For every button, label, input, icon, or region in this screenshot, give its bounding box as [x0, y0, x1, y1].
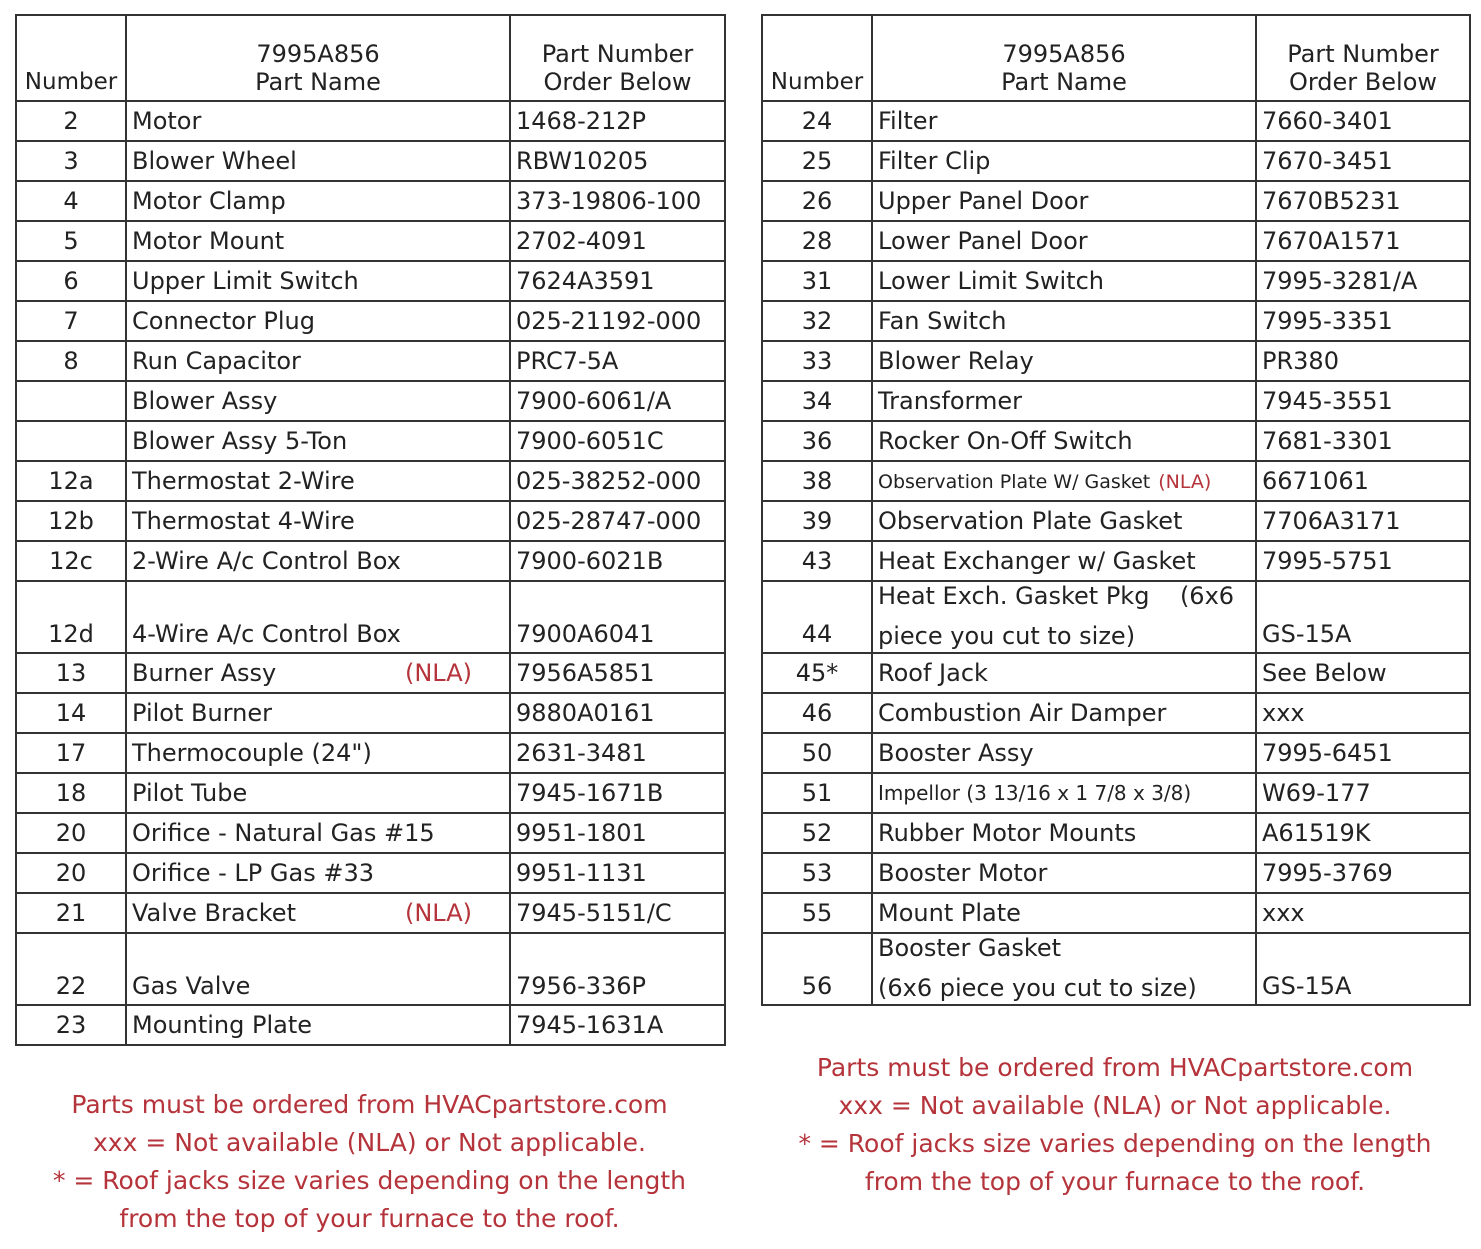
row-part-number: 1468-212P: [510, 101, 725, 141]
left-parts-table: [15, 14, 726, 1046]
row-part-name: Heat Exchanger w/ Gasket: [872, 541, 1256, 581]
row-part-name: Blower Wheel: [126, 141, 510, 181]
table-row: [762, 893, 1470, 933]
row-number: 44: [762, 581, 872, 653]
row-part-name: Fan Switch: [872, 301, 1256, 341]
table-row: [762, 813, 1470, 853]
row-number: 14: [16, 693, 126, 733]
header-part-number-label: Part Number: [541, 40, 694, 68]
row-part-name: [872, 581, 1256, 653]
header-part-name-label: Part Name: [1001, 68, 1127, 96]
row-part-number: PRC7-5A: [510, 341, 725, 381]
row-part-name-line1: Heat Exch. Gasket Pkg (6x6: [878, 582, 1235, 610]
row-part-number: 7945-1631A: [510, 1005, 725, 1045]
row-number: 12a: [16, 461, 126, 501]
row-part-number: 373-19806-100: [510, 181, 725, 221]
row-part-number: PR380: [1256, 341, 1470, 381]
row-number: 2: [16, 101, 126, 141]
note-xxx-definition: xxx = Not available (NLA) or Not applicable.: [93, 1128, 646, 1157]
table-row: [16, 733, 725, 773]
row-part-name: [872, 933, 1256, 1005]
row-part-name: 2-Wire A/c Control Box: [126, 541, 510, 581]
row-part-name: Lower Panel Door: [872, 221, 1256, 261]
row-part-number: 7624A3591: [510, 261, 725, 301]
row-number: 12b: [16, 501, 126, 541]
row-part-number: 025-21192-000: [510, 301, 725, 341]
row-part-name: Pilot Tube: [126, 773, 510, 813]
row-part-name: Upper Panel Door: [872, 181, 1256, 221]
row-part-number: 7995-3351: [1256, 301, 1470, 341]
row-part-name: Booster Motor: [872, 853, 1256, 893]
table-row: [16, 581, 725, 653]
row-number: 39: [762, 501, 872, 541]
row-part-number: 2702-4091: [510, 221, 725, 261]
row-part-number: 7995-3281/A: [1256, 261, 1470, 301]
row-part-number: A61519K: [1256, 813, 1470, 853]
header-part-number: [510, 15, 725, 101]
row-part-name: Mounting Plate: [126, 1005, 510, 1045]
table-row: [16, 421, 725, 461]
row-number: 52: [762, 813, 872, 853]
row-part-name-line2: piece you cut to size): [878, 622, 1136, 650]
row-number: 46: [762, 693, 872, 733]
table-row: [762, 501, 1470, 541]
row-part-name: Connector Plug: [126, 301, 510, 341]
table-header-row: [16, 15, 725, 101]
right-parts-table: [761, 14, 1471, 1006]
row-number: 55: [762, 893, 872, 933]
row-number: 8: [16, 341, 126, 381]
header-part-name: [872, 15, 1256, 101]
row-number: 23: [16, 1005, 126, 1045]
note-roof-jack-line2: from the top of your furnace to the roof.: [864, 1167, 1366, 1196]
row-number: 4: [16, 181, 126, 221]
row-number: 12d: [16, 581, 126, 653]
header-model: 7995A856: [256, 40, 380, 68]
note-roof-jack-line1: * = Roof jacks size varies depending on the length: [798, 1129, 1432, 1158]
row-part-number: 7670B5231: [1256, 181, 1470, 221]
row-number: 20: [16, 813, 126, 853]
note-order-source: Parts must be ordered from HVACpartstore.com: [71, 1090, 668, 1119]
row-part-name: Mount Plate: [872, 893, 1256, 933]
row-part-number: 6671061: [1256, 461, 1470, 501]
header-number: Number: [16, 15, 126, 101]
row-part-number: 7995-5751: [1256, 541, 1470, 581]
nla-flag: (NLA): [404, 899, 472, 927]
row-number: 28: [762, 221, 872, 261]
row-part-number: W69-177: [1256, 773, 1470, 813]
table-row: [762, 461, 1470, 501]
row-number: 51: [762, 773, 872, 813]
row-part-name: Motor Clamp: [126, 181, 510, 221]
row-part-number: 7706A3171: [1256, 501, 1470, 541]
row-number: [16, 421, 126, 461]
row-part-number: GS-15A: [1256, 581, 1470, 653]
row-number: 45*: [762, 653, 872, 693]
row-part-name: Upper Limit Switch: [126, 261, 510, 301]
row-number: 3: [16, 141, 126, 181]
row-part-name: Booster Assy: [872, 733, 1256, 773]
row-part-name: [126, 653, 510, 693]
table-row: [762, 181, 1470, 221]
table-row: [16, 773, 725, 813]
row-part-name: Blower Assy: [126, 381, 510, 421]
row-number: 18: [16, 773, 126, 813]
note-xxx-definition: xxx = Not available (NLA) or Not applicable.: [838, 1091, 1392, 1120]
row-part-number: 7900-6051C: [510, 421, 725, 461]
row-part-number: 7945-1671B: [510, 773, 725, 813]
table-header-row: [762, 15, 1470, 101]
table-row: [16, 893, 725, 933]
table-row: [16, 301, 725, 341]
row-part-number: 7670A1571: [1256, 221, 1470, 261]
table-row: [16, 261, 725, 301]
row-part-number: GS-15A: [1256, 933, 1470, 1005]
table-row: [762, 693, 1470, 733]
row-part-number: 7956A5851: [510, 653, 725, 693]
table-row: [16, 853, 725, 893]
row-number: 32: [762, 301, 872, 341]
row-part-number: 025-28747-000: [510, 501, 725, 541]
row-part-number: 025-38252-000: [510, 461, 725, 501]
row-part-name: Blower Relay: [872, 341, 1256, 381]
left-notes: [15, 1086, 724, 1238]
table-row: [16, 221, 725, 261]
table-row: [16, 461, 725, 501]
row-part-number: 7900-6021B: [510, 541, 725, 581]
row-part-name: Lower Limit Switch: [872, 261, 1256, 301]
row-part-name: Roof Jack: [872, 653, 1256, 693]
row-number: 24: [762, 101, 872, 141]
table-row: [762, 301, 1470, 341]
row-part-name: Observation Plate Gasket: [872, 501, 1256, 541]
row-part-name: Blower Assy 5-Ton: [126, 421, 510, 461]
row-part-name: Orifice - Natural Gas #15: [126, 813, 510, 853]
header-model: 7995A856: [1002, 40, 1126, 68]
row-number: 13: [16, 653, 126, 693]
row-part-name-text: Observation Plate W/ Gasket: [878, 471, 1151, 493]
row-part-name: 4-Wire A/c Control Box: [126, 581, 510, 653]
table-row: [16, 933, 725, 1005]
row-part-number: 7995-6451: [1256, 733, 1470, 773]
row-part-name: Transformer: [872, 381, 1256, 421]
table-row: [16, 141, 725, 181]
row-part-number: 7956-336P: [510, 933, 725, 1005]
row-number: 31: [762, 261, 872, 301]
row-number: 38: [762, 461, 872, 501]
header-part-number-label: Part Number: [1287, 40, 1439, 68]
header-order-below: Order Below: [1288, 68, 1438, 96]
header-part-number: [1256, 15, 1470, 101]
row-part-name: Run Capacitor: [126, 341, 510, 381]
row-number: 12c: [16, 541, 126, 581]
table-row: [762, 541, 1470, 581]
row-part-number: xxx: [1256, 893, 1470, 933]
row-number: 43: [762, 541, 872, 581]
row-number: [16, 381, 126, 421]
table-row: [762, 141, 1470, 181]
table-row: [762, 261, 1470, 301]
table-row: [16, 501, 725, 541]
row-part-name: Combustion Air Damper: [872, 693, 1256, 733]
row-number: 56: [762, 933, 872, 1005]
row-part-number: RBW10205: [510, 141, 725, 181]
row-part-number: 9951-1131: [510, 853, 725, 893]
row-part-number: xxx: [1256, 693, 1470, 733]
row-part-number: See Below: [1256, 653, 1470, 693]
table-row: [762, 381, 1470, 421]
table-row: [16, 341, 725, 381]
table-row: [16, 101, 725, 141]
row-number: 53: [762, 853, 872, 893]
table-row: [762, 101, 1470, 141]
nla-flag: (NLA): [1158, 471, 1212, 493]
row-part-name: Impellor (3 13/16 x 1 7/8 x 3/8): [872, 773, 1256, 813]
table-row: [762, 853, 1470, 893]
row-number: 17: [16, 733, 126, 773]
row-part-number: 7945-3551: [1256, 381, 1470, 421]
table-row: [762, 341, 1470, 381]
row-number: 26: [762, 181, 872, 221]
row-part-name: Thermostat 4-Wire: [126, 501, 510, 541]
row-number: 36: [762, 421, 872, 461]
row-part-name-line2: (6x6 piece you cut to size): [878, 974, 1197, 1002]
table-row: [762, 581, 1470, 653]
row-part-number: 7660-3401: [1256, 101, 1470, 141]
row-number: 6: [16, 261, 126, 301]
table-row: [762, 221, 1470, 261]
row-part-number: 7995-3769: [1256, 853, 1470, 893]
table-row: [762, 421, 1470, 461]
row-part-number: 7945-5151/C: [510, 893, 725, 933]
table-row: [16, 181, 725, 221]
row-part-name: [126, 893, 510, 933]
table-row: [762, 773, 1470, 813]
row-part-name-text: Valve Bracket: [132, 899, 296, 927]
row-part-number: 9880A0161: [510, 693, 725, 733]
row-number: 50: [762, 733, 872, 773]
table-row: [16, 813, 725, 853]
table-row: [16, 1005, 725, 1045]
row-part-name-text: Burner Assy: [132, 659, 277, 687]
table-row: [16, 653, 725, 693]
row-part-number: 7681-3301: [1256, 421, 1470, 461]
nla-flag: (NLA): [404, 659, 472, 687]
table-row: [762, 933, 1470, 1005]
row-number: 33: [762, 341, 872, 381]
row-part-name: Thermocouple (24"): [126, 733, 510, 773]
row-part-name-line1: Booster Gasket: [878, 934, 1062, 962]
table-row: [16, 541, 725, 581]
row-part-name: Gas Valve: [126, 933, 510, 1005]
row-part-name: Filter Clip: [872, 141, 1256, 181]
row-part-name: [872, 461, 1256, 501]
row-part-number: 9951-1801: [510, 813, 725, 853]
table-row: [762, 653, 1470, 693]
row-part-number: 7900-6061/A: [510, 381, 725, 421]
row-part-name: Rocker On-Off Switch: [872, 421, 1256, 461]
row-part-name: Orifice - LP Gas #33: [126, 853, 510, 893]
header-number: Number: [762, 15, 872, 101]
table-row: [762, 733, 1470, 773]
table-row: [16, 381, 725, 421]
row-part-number: 7900A6041: [510, 581, 725, 653]
row-number: 34: [762, 381, 872, 421]
header-part-name-label: Part Name: [255, 68, 381, 96]
note-order-source: Parts must be ordered from HVACpartstore.com: [816, 1053, 1414, 1082]
row-part-name: Thermostat 2-Wire: [126, 461, 510, 501]
row-number: 21: [16, 893, 126, 933]
row-part-number: 2631-3481: [510, 733, 725, 773]
note-roof-jack-line1: * = Roof jacks size varies depending on the length: [52, 1166, 687, 1195]
row-number: 5: [16, 221, 126, 261]
row-part-number: 7670-3451: [1256, 141, 1470, 181]
header-part-name: [126, 15, 510, 101]
row-part-name: Pilot Burner: [126, 693, 510, 733]
row-part-name: Rubber Motor Mounts: [872, 813, 1256, 853]
row-number: 22: [16, 933, 126, 1005]
row-number: 7: [16, 301, 126, 341]
row-part-name: Filter: [872, 101, 1256, 141]
row-part-name: Motor Mount: [126, 221, 510, 261]
row-number: 20: [16, 853, 126, 893]
note-roof-jack-line2: from the top of your furnace to the roof.: [119, 1204, 620, 1233]
right-notes: [761, 1049, 1469, 1201]
row-part-name: Motor: [126, 101, 510, 141]
header-order-below: Order Below: [543, 68, 692, 96]
row-number: 25: [762, 141, 872, 181]
table-row: [16, 693, 725, 733]
